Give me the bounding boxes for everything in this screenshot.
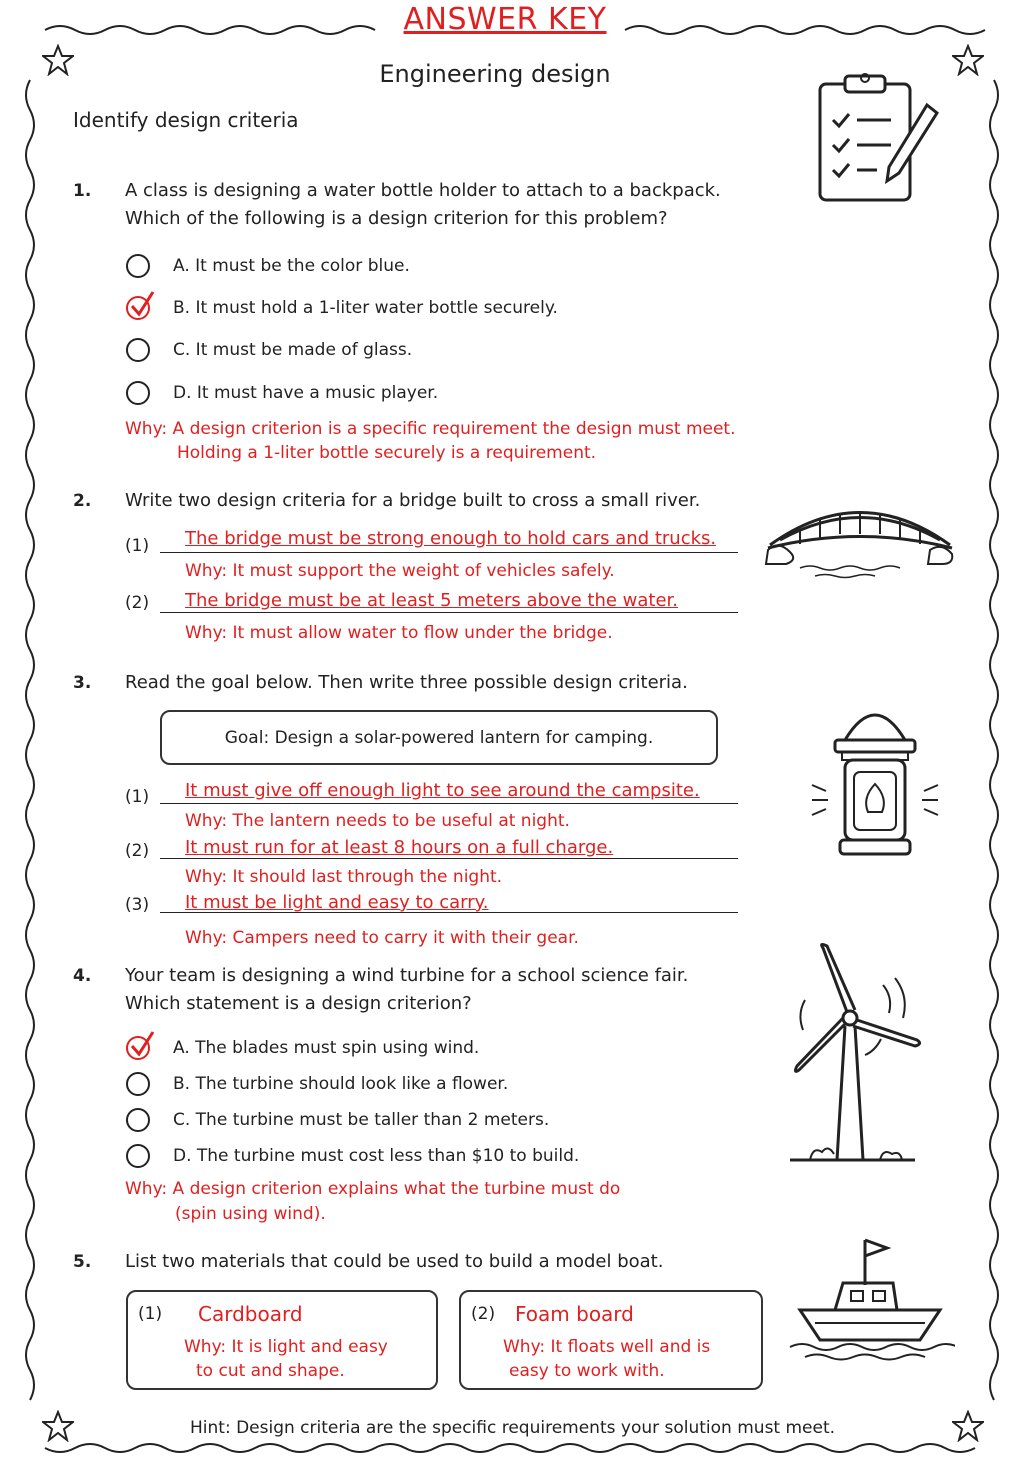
q4-text-line2: Which statement is a design criterion? xyxy=(125,993,472,1014)
q3-answer-1-text[interactable]: It must give off enough light to see around the campsite. xyxy=(185,780,700,801)
q5-answer-box-1 xyxy=(126,1290,438,1390)
q3-goal-box xyxy=(160,710,718,765)
wind-turbine-icon xyxy=(785,940,925,1165)
boat-icon xyxy=(785,1235,955,1365)
q4-why-line2: (spin using wind). xyxy=(175,1204,326,1224)
q5-answer-2-why-line1: Why: It floats well and is xyxy=(503,1337,711,1357)
star-icon xyxy=(42,44,74,76)
q2-text: Write two design criteria for a bridge built to cross a small river. xyxy=(125,490,701,511)
q3-goal-text: Goal: Design a solar-powered lantern for camping. xyxy=(224,728,654,748)
bridge-icon xyxy=(760,490,960,585)
q2-number: 2. xyxy=(73,491,92,511)
clipboard-icon xyxy=(815,70,945,205)
q5-answer-1-text[interactable]: Cardboard xyxy=(198,1302,303,1326)
q2-answer-1-line xyxy=(160,552,738,553)
q3-number: 3. xyxy=(73,673,92,693)
q4-text-line1: Your team is designing a wind turbine for a school science fair. xyxy=(125,965,689,986)
q2-answer-2-line xyxy=(160,612,738,613)
q5-answer-2-why-line2: easy to work with. xyxy=(509,1361,665,1381)
q1-option-c-radio[interactable] xyxy=(126,338,150,362)
q1-why-line1: Why: A design criterion is a specific requirement the design must meet. xyxy=(125,419,736,439)
q3-answer-3-marker: (3) xyxy=(125,895,150,915)
q4-option-c-radio[interactable] xyxy=(126,1108,150,1132)
q2-answer-1-marker: (1) xyxy=(125,536,150,556)
star-icon xyxy=(952,1410,984,1442)
q4-number: 4. xyxy=(73,966,92,986)
q1-option-b-label: B. It must hold a 1-liter water bottle securely. xyxy=(173,298,558,318)
q3-answer-2-line xyxy=(160,858,738,859)
q3-answer-2-why: Why: It should last through the night. xyxy=(185,867,503,887)
q2-answer-2-why: Why: It must allow water to flow under the bridge. xyxy=(185,623,613,643)
q4-option-b-radio[interactable] xyxy=(126,1072,150,1096)
q3-answer-1-why: Why: The lantern needs to be useful at night. xyxy=(185,811,570,831)
q4-option-c-label: C. The turbine must be taller than 2 meters. xyxy=(173,1110,550,1130)
q5-answer-2-marker: (2) xyxy=(471,1304,496,1324)
q5-answer-1-marker: (1) xyxy=(138,1304,163,1324)
q3-answer-3-why: Why: Campers need to carry it with their gear. xyxy=(185,928,579,948)
q4-why-line1: Why: A design criterion explains what the turbine must do xyxy=(125,1179,621,1199)
q1-option-d-label: D. It must have a music player. xyxy=(173,383,439,403)
q1-option-a-radio[interactable] xyxy=(126,254,150,278)
q2-answer-2-marker: (2) xyxy=(125,593,150,613)
q3-answer-1-line xyxy=(160,803,738,804)
q5-answer-2-text[interactable]: Foam board xyxy=(515,1302,634,1326)
page-title: Engineering design xyxy=(379,60,611,88)
q3-answer-3-text[interactable]: It must be light and easy to carry. xyxy=(185,892,489,913)
q4-option-d-radio[interactable] xyxy=(126,1144,150,1168)
q1-text-line2: Which of the following is a design criterion for this problem? xyxy=(125,208,668,229)
lantern-icon xyxy=(800,700,950,870)
q5-answer-1-why-line2: to cut and shape. xyxy=(196,1361,345,1381)
q1-option-a-label: A. It must be the color blue. xyxy=(173,256,410,276)
q4-option-d-label: D. The turbine must cost less than $10 to build. xyxy=(173,1146,580,1166)
check-circle-icon xyxy=(124,288,158,322)
answer-key-label: ANSWER KEY xyxy=(403,2,607,37)
q5-number: 5. xyxy=(73,1252,92,1272)
hint-text: Hint: Design criteria are the specific requirements your solution must meet. xyxy=(190,1418,836,1438)
q3-answer-2-marker: (2) xyxy=(125,841,150,861)
q3-answer-2-text[interactable]: It must run for at least 8 hours on a full charge. xyxy=(185,837,614,858)
q4-option-a-label: A. The blades must spin using wind. xyxy=(173,1038,480,1058)
q2-answer-1-why: Why: It must support the weight of vehicles safely. xyxy=(185,561,615,581)
page-subtitle: Identify design criteria xyxy=(73,108,299,132)
star-icon xyxy=(952,44,984,76)
q1-option-d-radio[interactable] xyxy=(126,381,150,405)
q1-number: 1. xyxy=(73,181,92,201)
q3-text: Read the goal below. Then write three possible design criteria. xyxy=(125,672,688,693)
q5-answer-box-2 xyxy=(459,1290,763,1390)
star-icon xyxy=(42,1410,74,1442)
q1-text-line1: A class is designing a water bottle holder to attach to a backpack. xyxy=(125,180,721,201)
q1-option-c-label: C. It must be made of glass. xyxy=(173,340,413,360)
q2-answer-1-text[interactable]: The bridge must be strong enough to hold cars and trucks. xyxy=(185,528,717,549)
check-circle-icon xyxy=(124,1028,158,1062)
q5-text: List two materials that could be used to build a model boat. xyxy=(125,1251,664,1272)
q2-answer-2-text[interactable]: The bridge must be at least 5 meters above the water. xyxy=(185,590,679,611)
q5-answer-1-why-line1: Why: It is light and easy xyxy=(184,1337,388,1357)
q1-why-line2: Holding a 1-liter bottle securely is a requirement. xyxy=(177,443,597,463)
q3-answer-1-marker: (1) xyxy=(125,787,150,807)
q4-option-b-label: B. The turbine should look like a flower. xyxy=(173,1074,509,1094)
